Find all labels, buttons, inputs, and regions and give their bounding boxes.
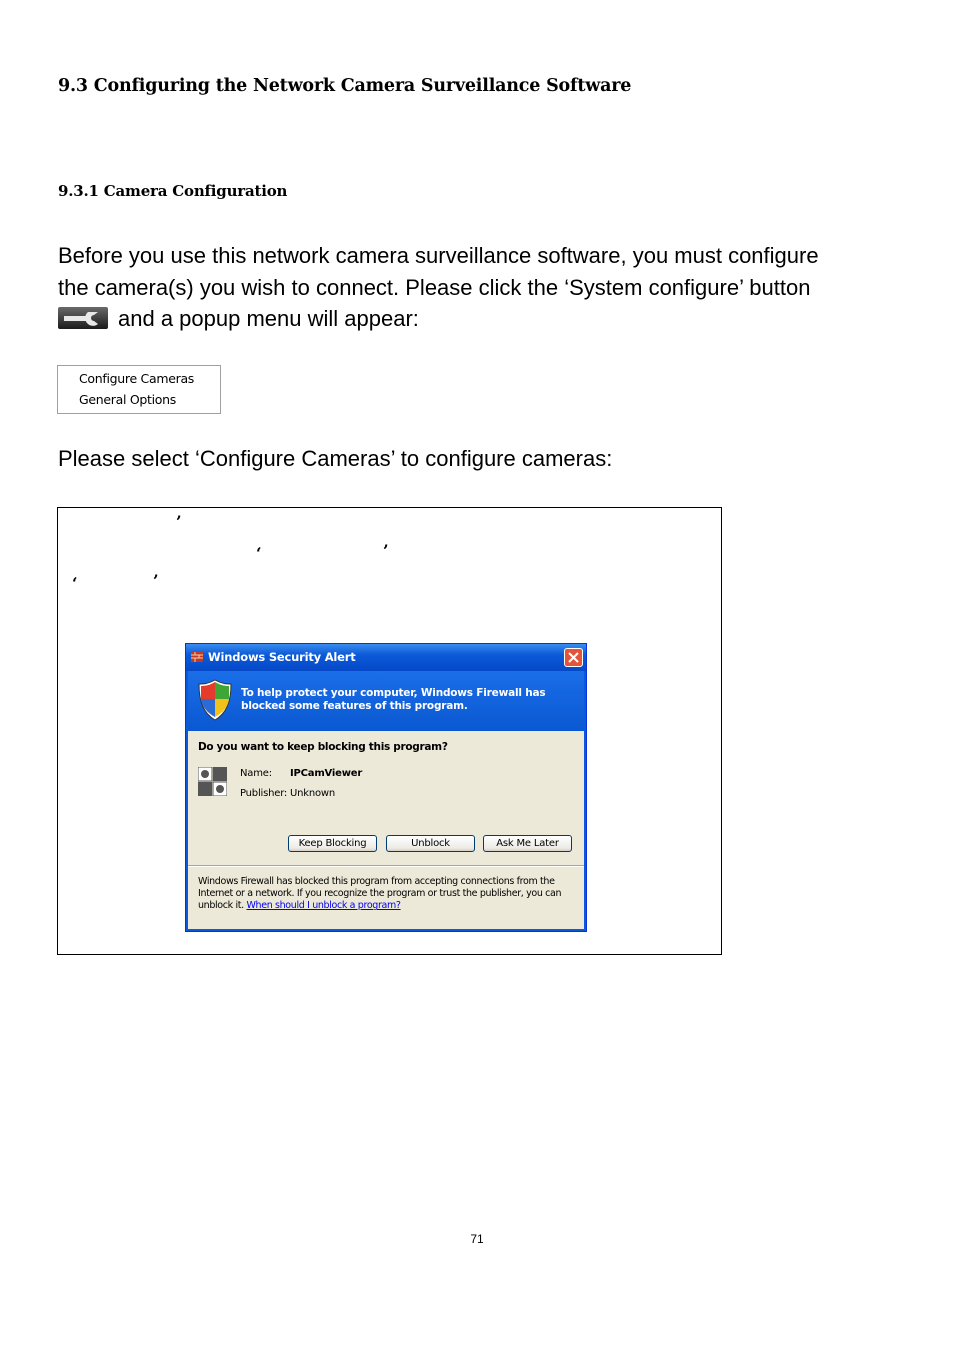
unblock-help-link[interactable]: When should I unblock a program? xyxy=(246,900,401,912)
dialog-title: Windows Security Alert xyxy=(208,650,356,664)
system-configure-popup-menu xyxy=(57,365,221,414)
name-label: Name: xyxy=(240,768,272,779)
intro-line-1: Before you use this network camera surveillance software, you must configure xyxy=(58,243,819,268)
program-icon xyxy=(198,767,227,796)
dialog-titlebar xyxy=(186,644,586,671)
dialog-footer xyxy=(198,876,568,913)
dialog-question: Do you want to keep blocking this program? xyxy=(198,741,448,753)
publisher-label: Publisher: xyxy=(240,788,288,799)
intro-paragraph xyxy=(58,240,898,335)
ask-me-later-button[interactable]: Ask Me Later xyxy=(483,835,572,852)
menu-item-configure-cameras[interactable]: Configure Cameras xyxy=(79,371,195,386)
intro-line-3 xyxy=(58,303,898,335)
windows-security-alert-dialog xyxy=(185,643,587,932)
quote-mark: ’ xyxy=(153,571,159,590)
quote-mark: ’ xyxy=(176,512,182,531)
close-icon xyxy=(568,652,579,663)
quote-mark: ’ xyxy=(383,541,389,560)
subsection-heading: 9.3.1 Camera Configuration xyxy=(58,182,288,200)
banner-message: To help protect your computer, Windows Firewall has blocked some features of this program. xyxy=(241,687,546,712)
instruction-paragraph: Please select ‘Configure Cameras’ to configure cameras: xyxy=(58,446,613,471)
quote-mark: ‘ xyxy=(256,544,262,563)
publisher-value: Unknown xyxy=(290,788,336,799)
menu-item-general-options[interactable]: General Options xyxy=(79,392,176,407)
dialog-banner xyxy=(188,671,584,731)
dialog-body xyxy=(188,731,584,929)
section-heading: 9.3 Configuring the Network Camera Surveillance Software xyxy=(58,76,632,96)
wrench-icon xyxy=(58,307,108,329)
quote-mark: ‘ xyxy=(72,574,78,593)
intro-line-2: the camera(s) you wish to connect. Please click the ‘System configure’ button xyxy=(58,274,811,300)
close-button[interactable] xyxy=(564,648,583,667)
shield-icon xyxy=(198,679,232,721)
unblock-button[interactable]: Unblock xyxy=(386,835,475,852)
screenshot-frame xyxy=(57,507,722,955)
intro-line-3-text: and a popup menu will appear: xyxy=(118,306,419,331)
keep-blocking-button[interactable]: Keep Blocking xyxy=(288,835,377,852)
dialog-divider xyxy=(188,865,584,867)
name-value: IPCamViewer xyxy=(290,768,363,779)
footer-text: Windows Firewall has blocked this program from accepting connections from the Internet or a network. If you recognize the program or trust the publisher, you can unblock it. xyxy=(198,876,562,912)
page-number: 71 xyxy=(470,1232,484,1246)
firewall-icon xyxy=(191,651,203,663)
